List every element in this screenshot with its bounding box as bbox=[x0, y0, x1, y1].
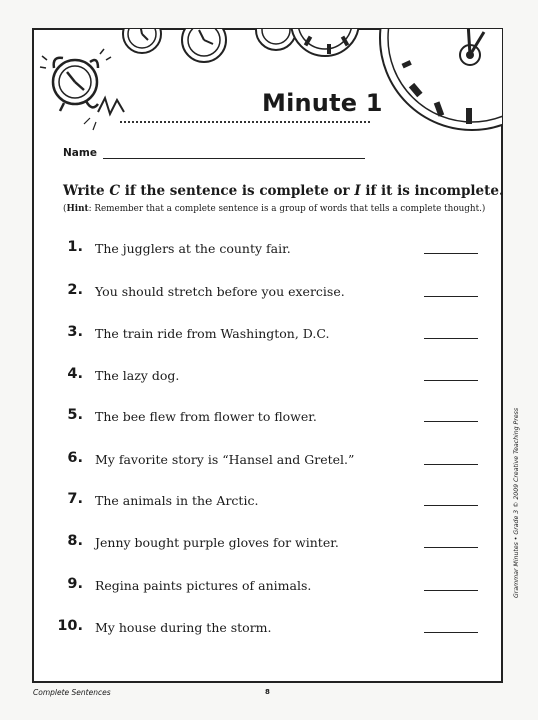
answer-blank[interactable] bbox=[424, 296, 478, 297]
question-4 bbox=[60, 366, 480, 386]
answer-blank[interactable] bbox=[424, 590, 478, 591]
footer-section-title: Complete Sentences bbox=[33, 688, 111, 697]
hint-text: (Hint: Remember that a complete sentence is a group of words that tells a complete thought.) bbox=[63, 204, 486, 214]
name-label: Name bbox=[63, 147, 97, 159]
question-text: My favorite story is “Hansel and Gretel.” bbox=[95, 452, 355, 467]
question-text: The bee flew from flower to flower. bbox=[95, 409, 317, 424]
question-text: The jugglers at the county fair. bbox=[95, 241, 291, 256]
large-clock-icon bbox=[380, 0, 538, 130]
question-number: 9. bbox=[67, 576, 83, 592]
answer-blank[interactable] bbox=[424, 632, 478, 633]
question-2 bbox=[60, 282, 480, 302]
question-3 bbox=[60, 324, 480, 344]
question-number: 3. bbox=[67, 324, 83, 340]
small-clock-icon bbox=[256, 10, 296, 50]
question-number: 10. bbox=[57, 618, 83, 634]
instructions: Write C if the sentence is complete or I if it is incomplete. bbox=[63, 183, 504, 199]
answer-blank[interactable] bbox=[424, 338, 478, 339]
name-field[interactable] bbox=[103, 158, 365, 159]
question-10 bbox=[57, 618, 480, 638]
question-text: The animals in the Arctic. bbox=[95, 493, 259, 508]
question-number: 4. bbox=[67, 366, 83, 382]
question-text: Jenny bought purple gloves for winter. bbox=[95, 535, 339, 550]
answer-blank[interactable] bbox=[424, 421, 478, 422]
question-5 bbox=[60, 407, 480, 427]
question-number: 2. bbox=[67, 282, 83, 298]
question-text: The train ride from Washington, D.C. bbox=[95, 326, 330, 341]
question-text: My house during the storm. bbox=[95, 620, 272, 635]
question-number: 8. bbox=[67, 533, 83, 549]
title-dotted-rule bbox=[120, 121, 370, 123]
question-number: 7. bbox=[67, 491, 83, 507]
question-7 bbox=[60, 491, 480, 511]
question-number: 1. bbox=[67, 239, 83, 255]
alarm-clock-icon bbox=[40, 49, 124, 130]
medium-clock-icon bbox=[291, 0, 359, 56]
question-number: 5. bbox=[67, 407, 83, 423]
question-8 bbox=[60, 533, 480, 553]
question-text: Regina paints pictures of animals. bbox=[95, 578, 312, 593]
copyright-notice: Grammar Minutes • Grade 3 © 2009 Creative Teaching Press bbox=[513, 407, 520, 598]
question-number: 6. bbox=[67, 450, 83, 466]
question-9 bbox=[60, 576, 480, 596]
page-number: 8 bbox=[265, 688, 270, 696]
answer-blank[interactable] bbox=[424, 253, 478, 254]
small-clock-icon bbox=[182, 18, 226, 62]
answer-blank[interactable] bbox=[424, 505, 478, 506]
small-clock-icon bbox=[123, 15, 161, 53]
answer-blank[interactable] bbox=[424, 547, 478, 548]
question-6 bbox=[60, 450, 480, 470]
answer-blank[interactable] bbox=[424, 464, 478, 465]
question-text: The lazy dog. bbox=[95, 368, 180, 383]
question-1 bbox=[60, 239, 480, 259]
question-text: You should stretch before you exercise. bbox=[95, 284, 345, 299]
answer-blank[interactable] bbox=[424, 380, 478, 381]
page-title: Minute 1 bbox=[262, 89, 383, 117]
